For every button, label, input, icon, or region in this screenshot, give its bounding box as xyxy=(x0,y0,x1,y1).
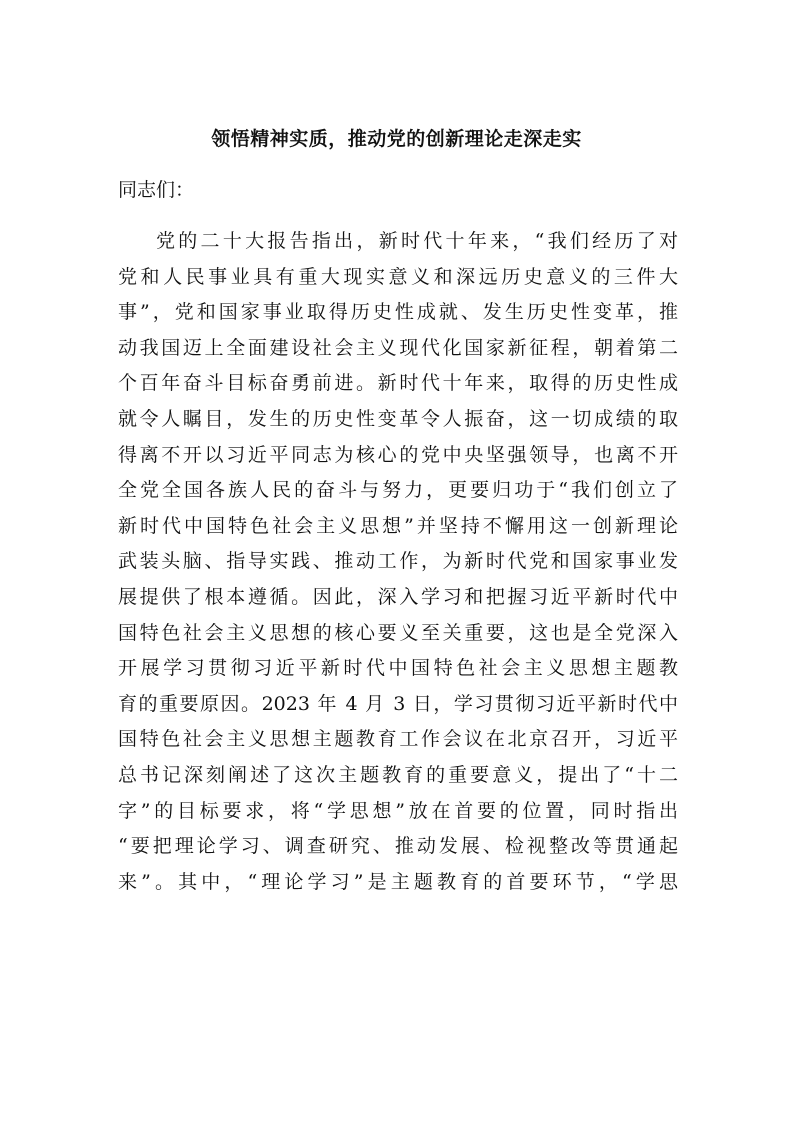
paragraph-line: 个百年奋斗目标奋勇前进。新时代十年来，取得的历史性成 xyxy=(118,372,678,395)
paragraph-line: 得离不开以习近平同志为核心的党中央坚强领导，也离不开 xyxy=(118,443,678,466)
paragraph-line: 全党全国各族人民的奋斗与努力，更要归功于“我们创立了 xyxy=(118,479,678,502)
paragraph-line: 武装头脑、指导实践、推动工作，为新时代党和国家事业发 xyxy=(118,550,678,573)
paragraph-line: 展提供了根本遵循。因此，深入学习和把握习近平新时代中 xyxy=(118,585,678,608)
document-title: 领悟精神实质，推动党的创新理论走深走实 xyxy=(211,128,582,150)
paragraph-line: 党和人民事业具有重大现实意义和深远历史意义的三件大 xyxy=(118,265,678,288)
paragraph-line: 育的重要原因。2023 年 4 月 3 日，学习贯彻习近平新时代中 xyxy=(118,692,678,715)
paragraph-line: 就令人瞩目，发生的历史性变革令人振奋，这一切成绩的取 xyxy=(118,407,678,430)
paragraph-line: 新时代中国特色社会主义思想”并坚持不懈用这一创新理论 xyxy=(118,514,678,537)
paragraph-line: 党的二十大报告指出，新时代十年来，“我们经历了对 xyxy=(156,230,678,252)
paragraph-line: 字”的目标要求，将“学思想”放在首要的位置，同时指出 xyxy=(118,799,678,822)
paragraph-line: 事”，党和国家事业取得历史性成就、发生历史性变革，推 xyxy=(118,301,678,324)
paragraph-line: 来”。其中，“理论学习”是主题教育的首要环节，“学思 xyxy=(118,870,678,893)
paragraph-line: “要把理论学习、调查研究、推动发展、检视整改等贯通起 xyxy=(118,835,678,858)
paragraph-line: 国特色社会主义思想的核心要义至关重要，这也是全党深入 xyxy=(118,621,678,644)
paragraph-line: 国特色社会主义思想主题教育工作会议在北京召开，习近平 xyxy=(118,728,678,751)
salutation: 同志们： xyxy=(118,179,195,201)
body-paragraph xyxy=(118,224,678,900)
paragraph-line: 总书记深刻阐述了这次主题教育的重要意义，提出了“十二 xyxy=(118,763,678,786)
paragraph-line: 开展学习贯彻习近平新时代中国特色社会主义思想主题教 xyxy=(118,657,678,680)
paragraph-line: 动我国迈上全面建设社会主义现代化国家新征程，朝着第二 xyxy=(118,336,678,359)
